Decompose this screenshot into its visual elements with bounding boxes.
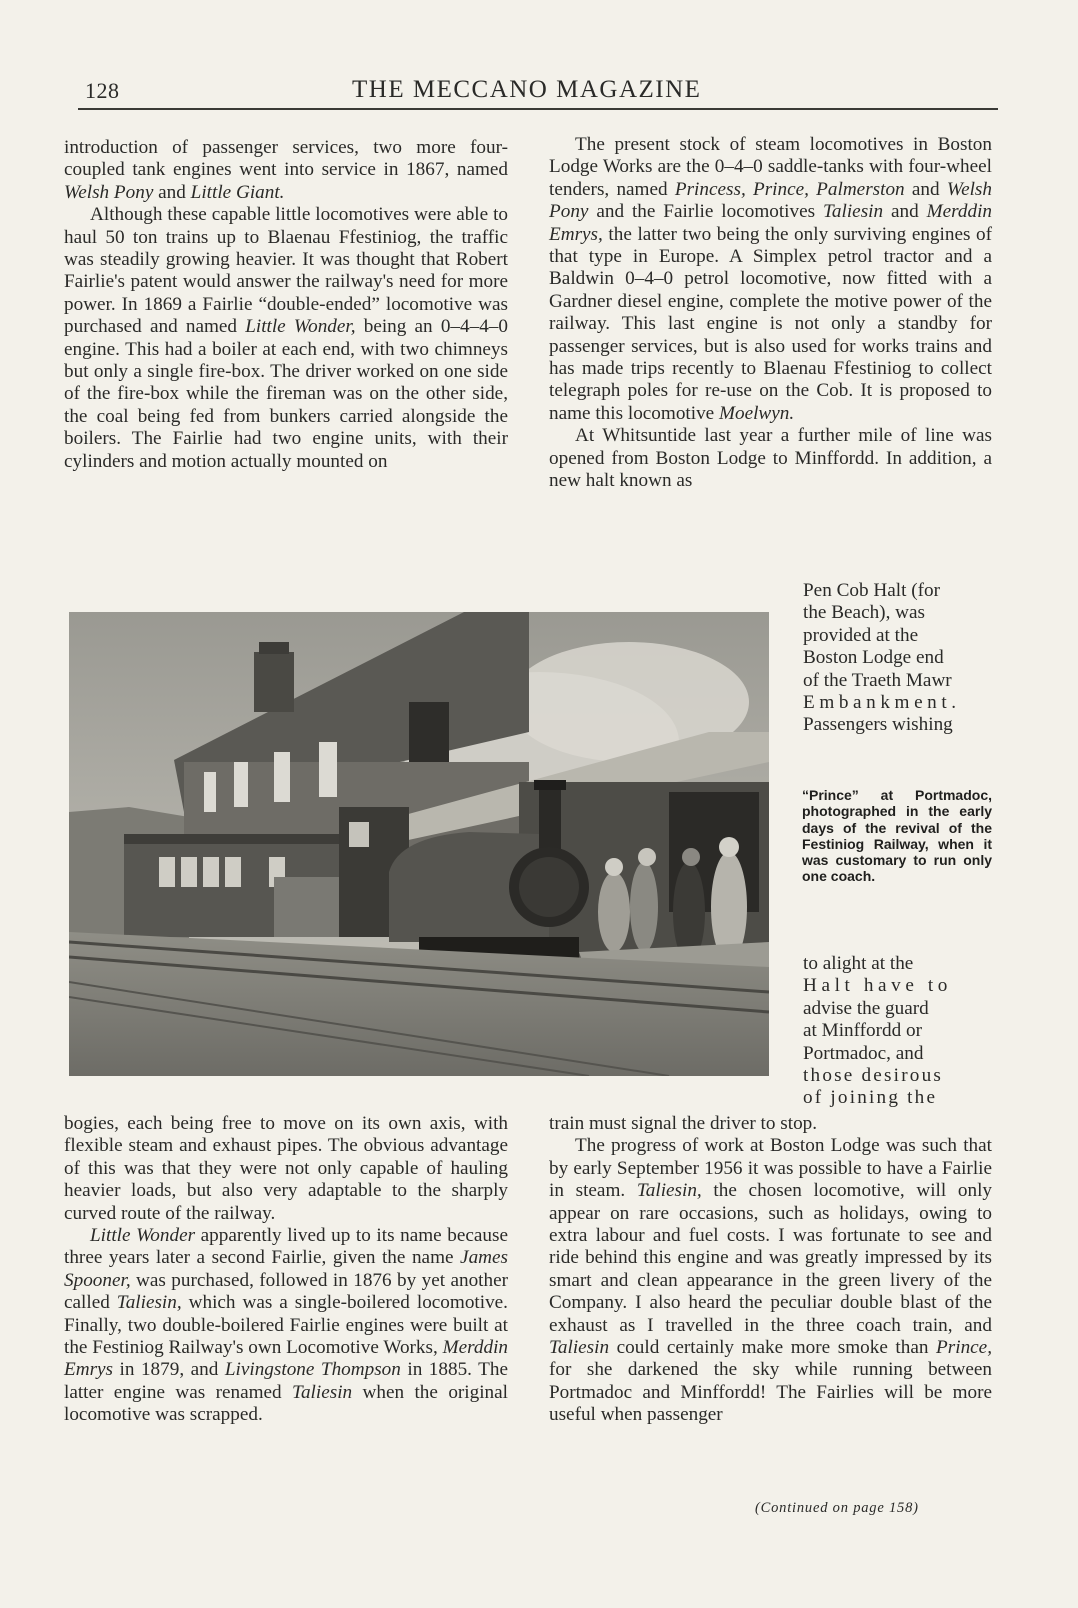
text-line: to alight at the	[803, 953, 914, 974]
right-wrap-column	[803, 580, 992, 737]
text-line: Embankment.	[803, 692, 961, 714]
page-number: 128	[85, 78, 120, 103]
paragraph: The progress of work at Boston Lodge was such that by early September 1956 it was possible to have a Fairlie in steam. Taliesin, the chosen locomotive, will only appear on rare occasions, such as holidays, owing to extra labour and fuel costs. I was fortunate to see and ride behind this engine and was greatly impressed by its smart and clean appearance in the green livery of the Company. I also heard the peculiar double blast of the exhaust as I travelled in the three coach train, and Taliesin could certainly make more smoke than Prince, for she darkened the sky while running between Portmadoc and Minffordd! The Fairlies will be more useful when passenger	[549, 1135, 992, 1426]
locomotive-photo	[69, 612, 769, 1076]
continued-note: (Continued on page 158)	[755, 1500, 919, 1516]
text-line: of joining the	[803, 1087, 938, 1109]
paragraph: bogies, each being free to move on its own axis, with flexible steam and exhaust pipes. The obvious advantage of this was that they were not only capable of hauling heavier loads, but also very adaptable to the sharply curved route of the railway.	[64, 1113, 508, 1224]
text-line: Halt have to	[803, 975, 952, 997]
text-line: advise the guard	[803, 997, 929, 1019]
photo-caption: “Prince” at Portmadoc, photographed in the early days of the revival of the Festiniog Railway, when it was customary to run only one coach.	[802, 787, 992, 885]
paragraph: At Whitsuntide last year a further mile of line was opened from Boston Lodge to Minffordd. In addition, a new halt known as	[549, 425, 992, 492]
paragraph: The present stock of steam locomotives in Boston Lodge Works are the 0–4–0 saddle-tanks with four-wheel tenders, named Princess, Prince, Palmerston and Welsh Pony and the Fairlie locomotives Taliesin and Merddin Emrys, the latter two being the only surviving engines of that type in Europe. A Simplex petrol tractor and a Baldwin 0–4–0 petrol locomotive, now fitted with a Gardner diesel engine, complete the motive power of the railway. This last engine is not only a standby for passenger services, but is also used for works trains and has made trips recently to Blaenau Ffestiniog to collect telegraph poles for re-use on the Cob. It is proposed to name this locomotive Moelwyn.	[549, 134, 992, 424]
text-line: Portmadoc, and	[803, 1042, 924, 1064]
paragraph: Little Wonder apparently lived up to its name because three years later a second Fairlie, given the name James Spooner, was purchased, followed in 1876 by yet another called Taliesin, which was a single-boilered locomotive. Finally, two double-boilered Fairlie engines were built at the Festiniog Railway's own Locomotive Works, Merddin Emrys in 1879, and Livingstone Thompson in 1885. The latter engine was renamed Taliesin when the original locomotive was scrapped.	[64, 1225, 508, 1426]
left-column-bottom	[64, 1113, 508, 1427]
text-line: at Minffordd or	[803, 1020, 923, 1042]
right-column-bottom	[549, 1113, 992, 1427]
text-line: the Beach), was	[803, 602, 926, 624]
text-line: those desirous	[803, 1065, 944, 1087]
left-column-top	[64, 137, 508, 473]
text-line: Boston Lodge end	[803, 647, 944, 669]
paragraph: introduction of passenger services, two more four-coupled tank engines went into service in 1867, named Welsh Pony and Little Giant.	[64, 137, 508, 203]
magazine-title: THE MECCANO MAGAZINE	[352, 76, 702, 103]
text-line: of the Traeth Mawr	[803, 669, 952, 691]
page-header	[85, 74, 995, 110]
paragraph: train must signal the driver to stop.	[549, 1113, 818, 1134]
paragraph: Although these capable little locomotives were able to haul 50 ton trains up to Blaenau Ffestiniog, the traffic was steadily growing heavier. It was thought that Robert Fairlie's patent would answer the railway's need for more power. In 1869 a Fairlie “double-ended” locomotive was purchased and named Little Wonder, being an 0–4–4–0 engine. This had a boiler at each end, with two chimneys but only a single fire-box. The driver worked on one side of the fire-box while the fireman was on the other side, the coal being fed from bunkers carried alongside the boilers. The Fairlie had two engine units, with their cylinders and motion actually mounted on	[64, 204, 508, 472]
right-wrap-column-2	[803, 953, 992, 1110]
text-line: provided at the	[803, 624, 919, 646]
text-line: Pen Cob Halt (for	[803, 580, 940, 601]
text-line: Passengers wishing	[803, 714, 953, 736]
header-rule	[78, 108, 998, 110]
right-column-top	[549, 134, 992, 493]
